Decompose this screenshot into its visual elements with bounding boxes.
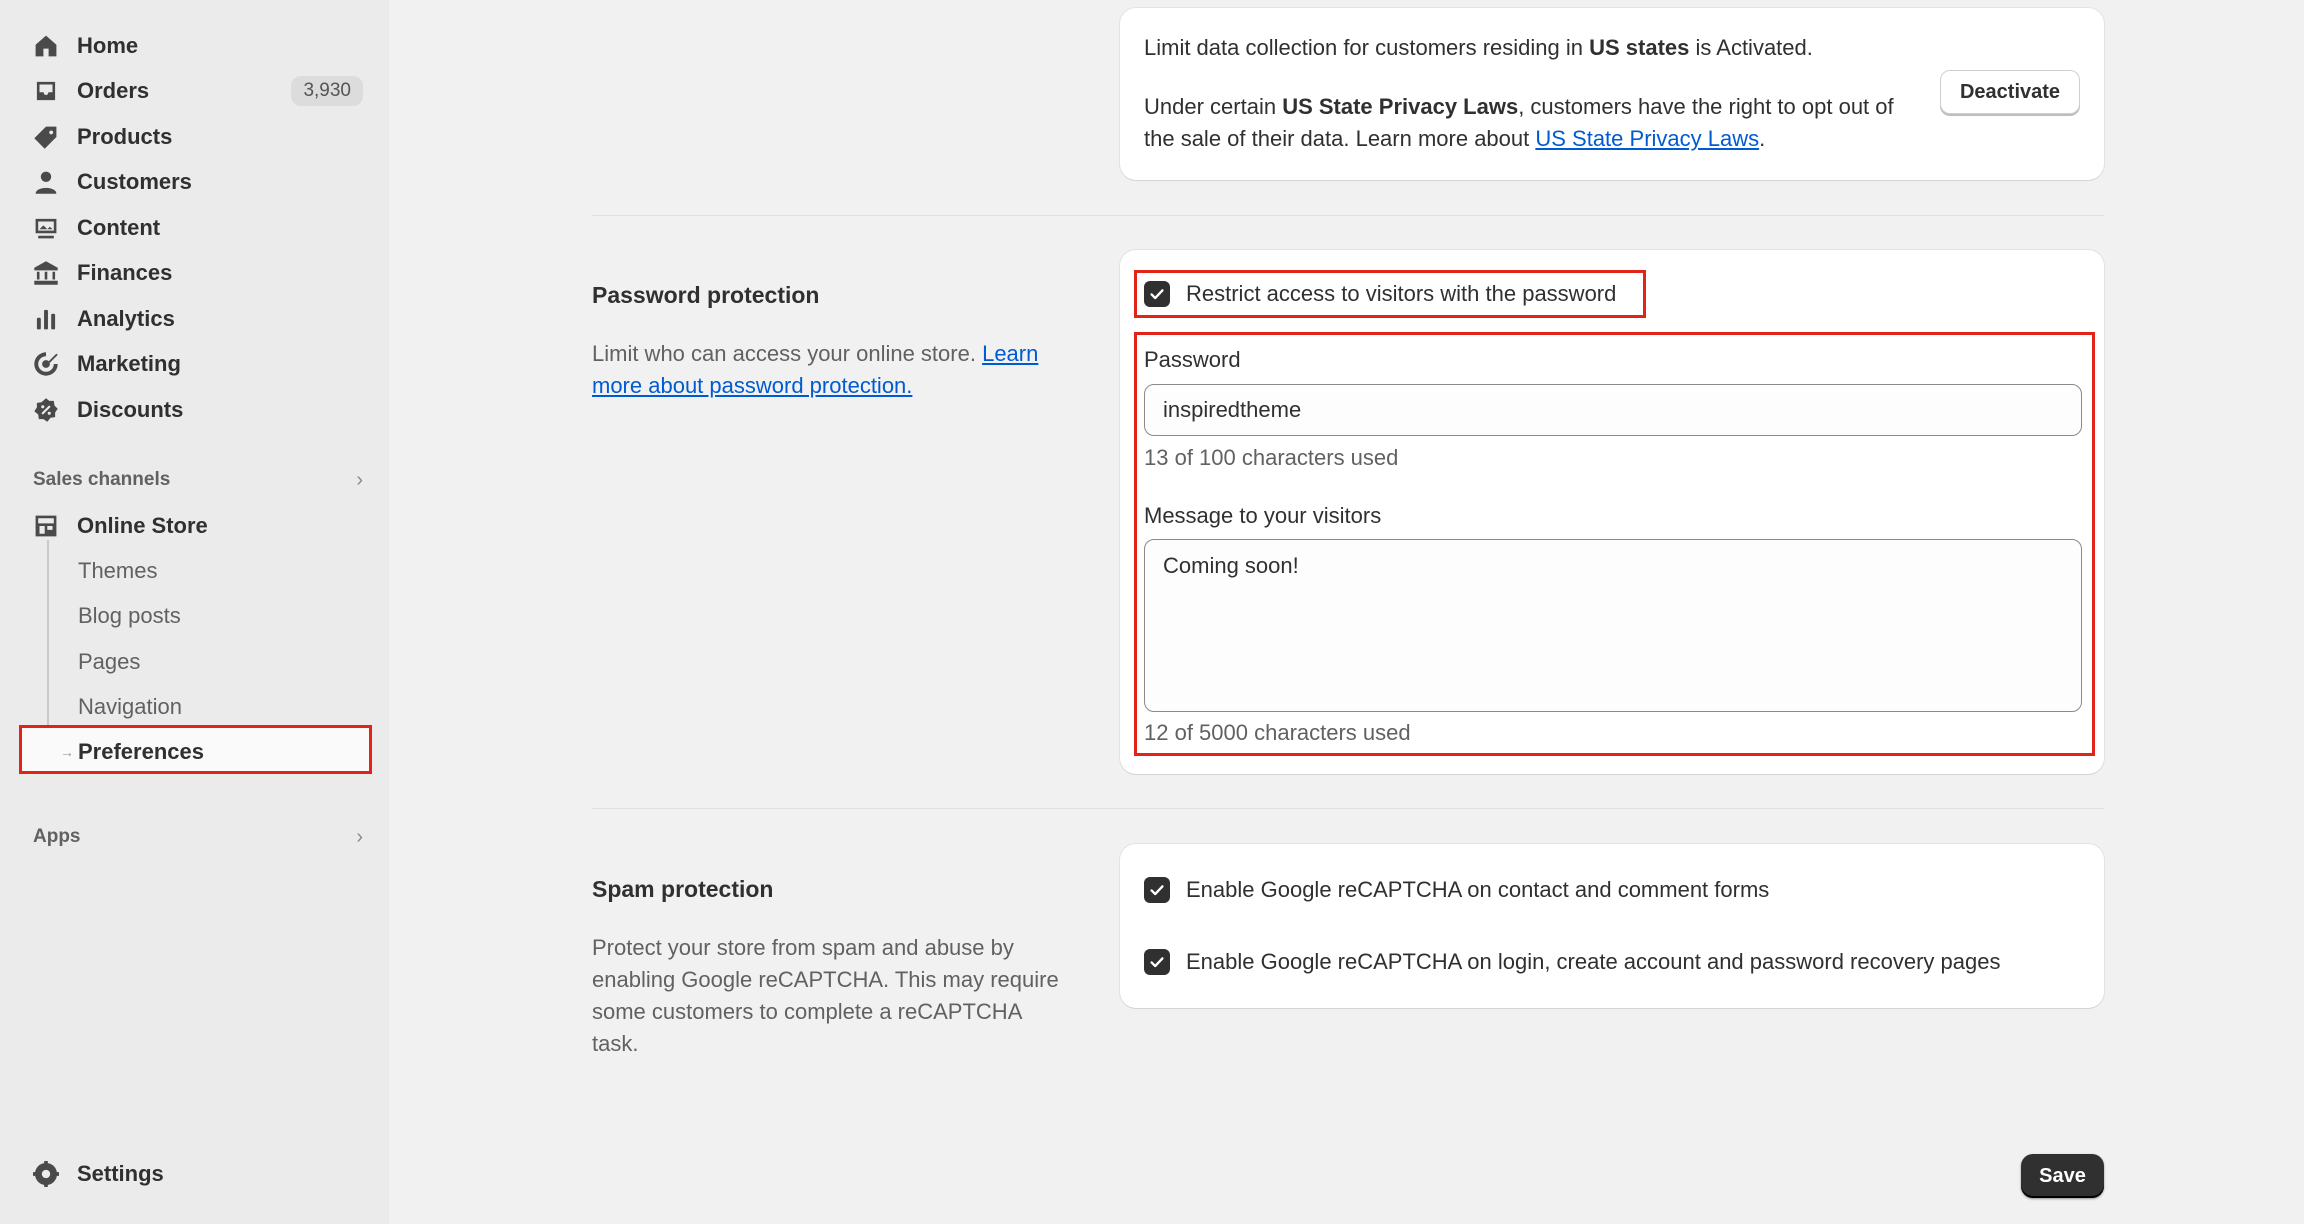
spam-protection-title: Spam protection xyxy=(592,876,774,902)
privacy-bold-laws: US State Privacy Laws xyxy=(1282,94,1519,119)
sidebar-item-label: Customers xyxy=(77,169,192,194)
password-input[interactable] xyxy=(1144,384,2082,436)
sales-channels-label: Sales channels xyxy=(33,469,171,490)
spam-protection-description: Protect your store from spam and abuse by enabling Google reCAPTCHA. This may require some customers to complete a reCAPTCHA task. xyxy=(592,935,1059,1056)
password-protection-card xyxy=(1120,250,2104,774)
sidebar-item-customers[interactable] xyxy=(33,162,363,202)
recaptcha-login-label[interactable]: Enable Google reCAPTCHA on login, create account and password recovery pages xyxy=(1186,949,2001,974)
target-icon xyxy=(33,351,59,377)
sidebar-item-content[interactable] xyxy=(33,208,363,248)
learn-more-password-link[interactable]: Learn more about password protection. xyxy=(592,341,1039,398)
privacy-text-part: Limit data collection for customers residing in xyxy=(1144,35,1590,60)
message-char-count: 12 of 5000 characters used xyxy=(1144,720,1411,745)
store-icon xyxy=(33,513,59,539)
recaptcha-contact-checkbox[interactable] xyxy=(1144,877,1170,903)
home-icon xyxy=(33,33,59,59)
content-image-icon xyxy=(33,215,59,241)
restrict-access-checkbox[interactable] xyxy=(1144,281,1170,307)
sidebar-item-discounts[interactable] xyxy=(33,390,363,430)
privacy-laws-text xyxy=(1144,91,1924,155)
sidebar-subitem-navigation[interactable]: Navigation xyxy=(78,694,182,719)
password-protection-description xyxy=(592,338,1062,402)
privacy-text-part: Under certain xyxy=(1144,94,1283,119)
sidebar-subitem-pages[interactable]: Pages xyxy=(78,649,141,674)
orders-inbox-icon xyxy=(33,78,59,104)
bar-chart-icon xyxy=(33,306,59,332)
privacy-text-part: , customers have the right to opt out of the sale of their data. Learn more about xyxy=(1144,94,1894,151)
spam-protection-card xyxy=(1120,844,2104,1008)
recaptcha-contact-label[interactable]: Enable Google reCAPTCHA on contact and comment forms xyxy=(1186,877,1770,902)
sidebar-item-products[interactable] xyxy=(33,117,363,157)
privacy-status-text xyxy=(1144,32,1944,64)
sidebar-subitem-themes[interactable]: Themes xyxy=(78,558,158,583)
section-divider xyxy=(592,215,2104,216)
password-protection-title: Password protection xyxy=(592,282,820,308)
us-state-privacy-laws-link[interactable]: US State Privacy Laws xyxy=(1535,126,1760,151)
deactivate-button[interactable]: Deactivate xyxy=(1940,70,2080,114)
message-textarea[interactable]: Coming soon! xyxy=(1144,539,2082,712)
person-icon xyxy=(33,169,59,195)
description-text: Limit who can access your online store. xyxy=(592,341,983,366)
sidebar-item-label: Online Store xyxy=(77,513,208,538)
sidebar-item-finances[interactable] xyxy=(33,253,363,293)
sidebar-item-marketing[interactable] xyxy=(33,344,363,384)
tree-connector-line xyxy=(47,540,49,750)
sidebar-item-home[interactable] xyxy=(33,26,363,66)
sidebar xyxy=(0,0,389,1224)
checkmark-icon xyxy=(1148,953,1166,971)
arrow-right-icon: → xyxy=(60,744,74,760)
password-label: Password xyxy=(1144,347,1241,372)
checkmark-icon xyxy=(1148,881,1166,899)
sidebar-item-label: Analytics xyxy=(77,306,175,331)
sidebar-item-label: Orders xyxy=(77,78,150,103)
orders-count-badge: 3,930 xyxy=(291,76,363,106)
sidebar-item-label: Marketing xyxy=(77,351,181,376)
sidebar-item-label: Content xyxy=(77,215,161,240)
apps-label: Apps xyxy=(33,826,81,847)
chevron-right-icon: › xyxy=(356,468,363,491)
discount-icon xyxy=(33,397,59,423)
sidebar-subitem-blog-posts[interactable]: Blog posts xyxy=(78,603,181,628)
sidebar-item-label: Products xyxy=(77,124,173,149)
sidebar-item-label: Home xyxy=(77,33,139,58)
gear-icon xyxy=(33,1161,59,1187)
privacy-text-part: is Activated. xyxy=(1689,35,1813,60)
sidebar-item-label: Discounts xyxy=(77,397,184,422)
checkmark-icon xyxy=(1148,285,1166,303)
recaptcha-login-checkbox[interactable] xyxy=(1144,949,1170,975)
sidebar-subitem-preferences[interactable]: Preferences xyxy=(78,739,204,764)
sidebar-item-orders[interactable] xyxy=(33,71,363,111)
sidebar-item-analytics[interactable] xyxy=(33,299,363,339)
privacy-text-part: . xyxy=(1759,126,1766,151)
restrict-access-label[interactable]: Restrict access to visitors with the password xyxy=(1186,281,1617,306)
bank-icon xyxy=(33,260,59,286)
sidebar-item-label: Finances xyxy=(77,260,173,285)
privacy-bold-us-states: US states xyxy=(1589,35,1690,60)
sidebar-item-settings[interactable] xyxy=(33,1154,363,1194)
tag-icon xyxy=(33,124,59,150)
chevron-right-icon: › xyxy=(356,825,363,848)
section-divider xyxy=(592,808,2104,809)
apps-header[interactable] xyxy=(33,822,363,852)
sidebar-item-label: Settings xyxy=(77,1161,164,1186)
message-label: Message to your visitors xyxy=(1144,503,1382,528)
password-char-count: 13 of 100 characters used xyxy=(1144,445,1399,470)
sales-channels-header[interactable] xyxy=(33,465,363,495)
privacy-card xyxy=(1120,8,2104,180)
sidebar-item-online-store[interactable] xyxy=(33,506,363,546)
save-button[interactable]: Save xyxy=(2021,1154,2104,1198)
